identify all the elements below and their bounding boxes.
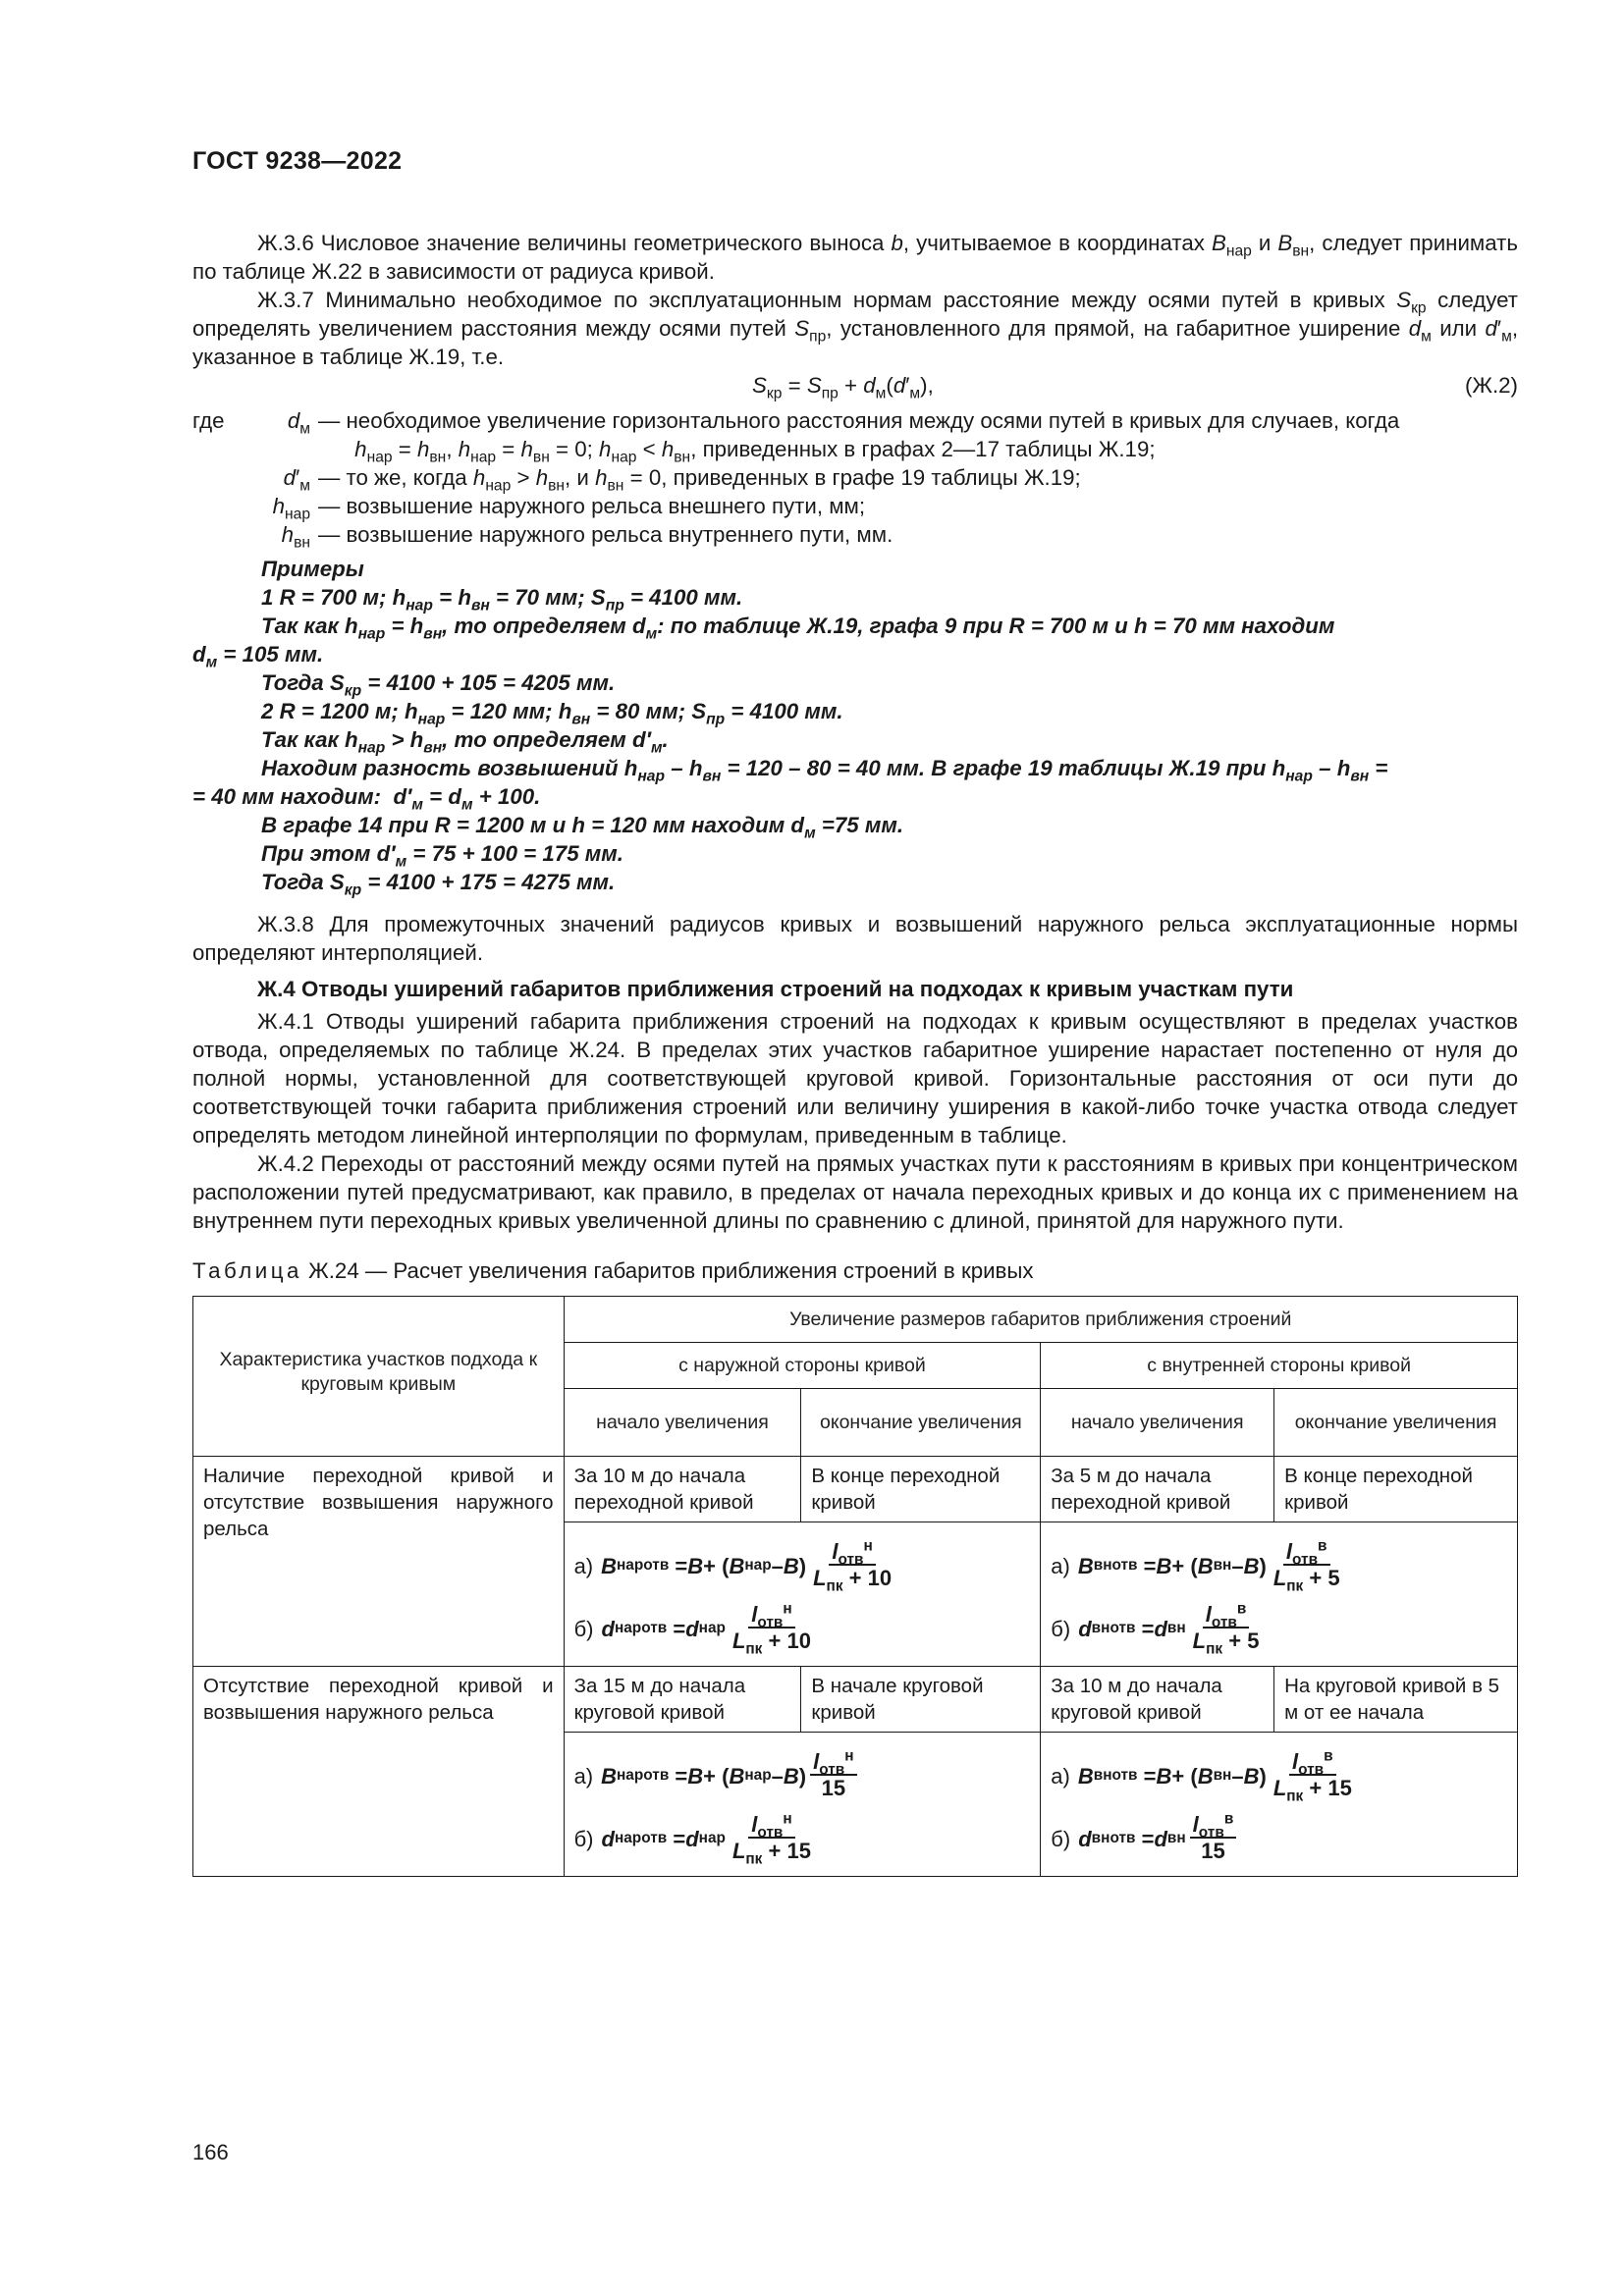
example-line: $d_м = 105$ мм. [192, 642, 324, 671]
example-line: В графе 14 при R = 1200 м и h = 120 мм находим $d_м =75$ мм. [261, 813, 904, 842]
example-line: 2 R = 1200 м; $h_{нар} = 120$ мм; $h_{вн} = 80$ мм; $S_{пр} = 4100$ мм. [261, 699, 843, 728]
definition-h-vn: $h_{вн}$ — возвышение наружного рельса внутреннего пути, мм. [281, 522, 893, 552]
header-characteristic: Характеристика участков подхода к круговым кривым [193, 1297, 565, 1457]
row1-inner-formulas: а) B вн отв = B + ( B вн – B ) $\frac{l_{отв}^в}{L_{пк} + 5}$ б) d вн отв = d вн $\frac{l_{отв}^в}{L_{пк} + 5}$ [1041, 1522, 1518, 1667]
row1-outer-end: В конце переходной кривой [801, 1457, 1041, 1522]
definitions [192, 406, 1518, 552]
row2-outer-end: В начале круговой кривой [801, 1667, 1041, 1733]
header-outer-end: окончание увеличения [801, 1389, 1041, 1457]
equation-zh2 [192, 373, 1518, 404]
definition-h-nar: $h_{нар}$ — возвышение наружного рельса внешнего пути, мм; [272, 494, 866, 523]
paragraph-z41: Ж.4.1 Отводы уширений габарита приближения строений на подходах к кривым осуществляют в пределах участков отвода, определяемых по таблице Ж.24. В пределах этих участков габаритное уширение нарастает постепенно от нуля до полной нормы, установленной для соответствующей круговой кривой. Горизонтальные расстояния от оси пути до соответствующей точки габарита приближения строений или величину уширения в какой-либо точке участка отвода следует определять методом линейной интерполяции по формулам, приведенным в таблице. [192, 1009, 1518, 1148]
example-line: При этом $d'_м = 75 + 100 = 175$ мм. [261, 841, 623, 871]
row2-outer-formulas: а) B нар отв = B + ( B нар – B ) $\frac{l_{отв}^н}{15}$ б) d нар отв = d нар $\frac{l_{отв}^н}{L_{пк} + 15}$ [564, 1733, 1041, 1877]
row2-description: Отсутствие переходной кривой и возвышения наружного рельса [193, 1667, 565, 1877]
examples-title: Примеры [261, 557, 364, 581]
row2-inner-end: На круговой кривой в 5 м от ее начала [1274, 1667, 1518, 1733]
table-row [193, 1457, 1518, 1522]
table-row [193, 1667, 1518, 1733]
example-line: = 40 мм находим: $d'_м = d_м + 100$. [192, 784, 541, 814]
row1-inner-start: За 5 м до начала переходной кривой [1041, 1457, 1274, 1522]
example-line: Так как $h_{нар} > h_{вн}$, то определяем $d'_м$. [261, 727, 669, 757]
row1-outer-start: За 10 м до начала переходной кривой [564, 1457, 801, 1522]
row2-inner-start: За 10 м до начала круговой кривой [1041, 1667, 1274, 1733]
row2-inner-formulas: а) B вн отв = B + ( B вн – B ) $\frac{l_{отв}^в}{L_{пк} + 15}$ б) d вн отв = d вн $\frac{l_{отв}^в}{15}$ [1041, 1733, 1518, 1877]
table-caption: Таблица Ж.24 — Расчет увеличения габаритов приближения строений в кривых [192, 1258, 1034, 1283]
header-inner-side: с внутренней стороны кривой [1041, 1343, 1518, 1389]
paragraph-z38: Ж.3.8 Для промежуточных значений радиусов кривых и возвышений наружного рельса эксплуатационные нормы определяют интерполяцией. [192, 912, 1518, 965]
example-line: 1 R = 700 м; $h_{нар} = h_{вн} = 70$ мм; $S_{пр} = 4100$ мм. [261, 585, 743, 614]
header-increase: Увеличение размеров габаритов приближения строений [564, 1297, 1517, 1343]
paragraph-z36: Ж.3.6 Числовое значение величины геометрического выноса b, учитываемое в координатах $B_{нар}$ и $B_{вн}$, следует принимать по таблице Ж.22 в зависимости от радиуса кривой. [192, 231, 1518, 284]
row2-outer-start: За 15 м до начала круговой кривой [564, 1667, 801, 1733]
example-line: Находим разность возвышений $h_{нар} - h_{вн} = 120 - 80 = 40$ мм. В графе 19 таблицы Ж.19 при $h_{нар} - h_{вн}$ = [261, 756, 1388, 785]
example-line: Тогда $S_{кр} = 4100 + 175 = 4275$ мм. [261, 870, 616, 899]
header-outer-side: с наружной стороны кривой [564, 1343, 1041, 1389]
header-outer-start: начало увеличения [564, 1389, 801, 1457]
document-page [192, 147, 1518, 1877]
table-zh24 [192, 1296, 1518, 1877]
row1-description: Наличие переходной кривой и отсутствие возвышения наружного рельса [193, 1457, 565, 1667]
definition-dm: где $d_м$ — необходимое увеличение горизонтального расстояния между осями путей в кривых для случаев, когда $h_{нар} = h_{вн}$, $h_{нар} = h_{вн} = 0$; $h_{нар} < h_{вн}$, приведенных в графах 2—17 таблицы Ж.19; [192, 408, 1400, 466]
examples-block [192, 555, 1518, 899]
row1-inner-end: В конце переходной кривой [1274, 1457, 1518, 1522]
section-heading-z4: Ж.4 Отводы уширений габаритов приближения строений на подходах к кривым участкам пути [257, 977, 1294, 1001]
page-number: 166 [192, 2140, 229, 2164]
definition-dm-prime: $d'_м$ — то же, когда $h_{нар} > h_{вн}$, и $h_{вн} = 0$, приведенных в графе 19 таблицы Ж.19; [283, 465, 1081, 495]
document-header: ГОСТ 9238—2022 [192, 147, 403, 175]
header-inner-end: окончание увеличения [1274, 1389, 1518, 1457]
example-line: Так как $h_{нар} = h_{вн}$, то определяем $d_м$: по таблице Ж.19, графа 9 при R = 700 м и h = 70 мм находим [261, 614, 1335, 643]
row1-outer-formulas: а) B нар отв = B + ( B нар – B ) $\frac{l_{отв}^н}{L_{пк} + 10}$ б) d нар отв = d нар $\frac{l_{отв}^н}{L_{пк} + 10}$ [564, 1522, 1041, 1667]
equation-formula: $S_{кр} = S_{пр} + d_м(d'_м)$, [752, 373, 934, 402]
paragraph-z37: Ж.3.7 Минимально необходимое по эксплуатационным нормам расстояние между осями путей в кривых $S_{кр}$ следует определять увеличением расстояния между осями путей $S_{пр}$, установленного для прямой, на габаритное уширение $d_м$ или $d'_м$, указанное в таблице Ж.19, т.е. [192, 288, 1519, 369]
header-inner-start: начало увеличения [1041, 1389, 1274, 1457]
paragraph-z42: Ж.4.2 Переходы от расстояний между осями путей на прямых участках пути к расстояниям в кривых при концентрическом расположении путей предусматривают, как правило, в пределах от начала переходных кривых и до конца их с применением на внутреннем пути переходных кривых увеличенной длины по сравнению с длиной, принятой для наружного пути. [192, 1151, 1518, 1233]
example-line: Тогда $S_{кр} = 4100 + 105 = 4205$ мм. [261, 670, 616, 700]
equation-number: (Ж.2) [1464, 373, 1518, 398]
